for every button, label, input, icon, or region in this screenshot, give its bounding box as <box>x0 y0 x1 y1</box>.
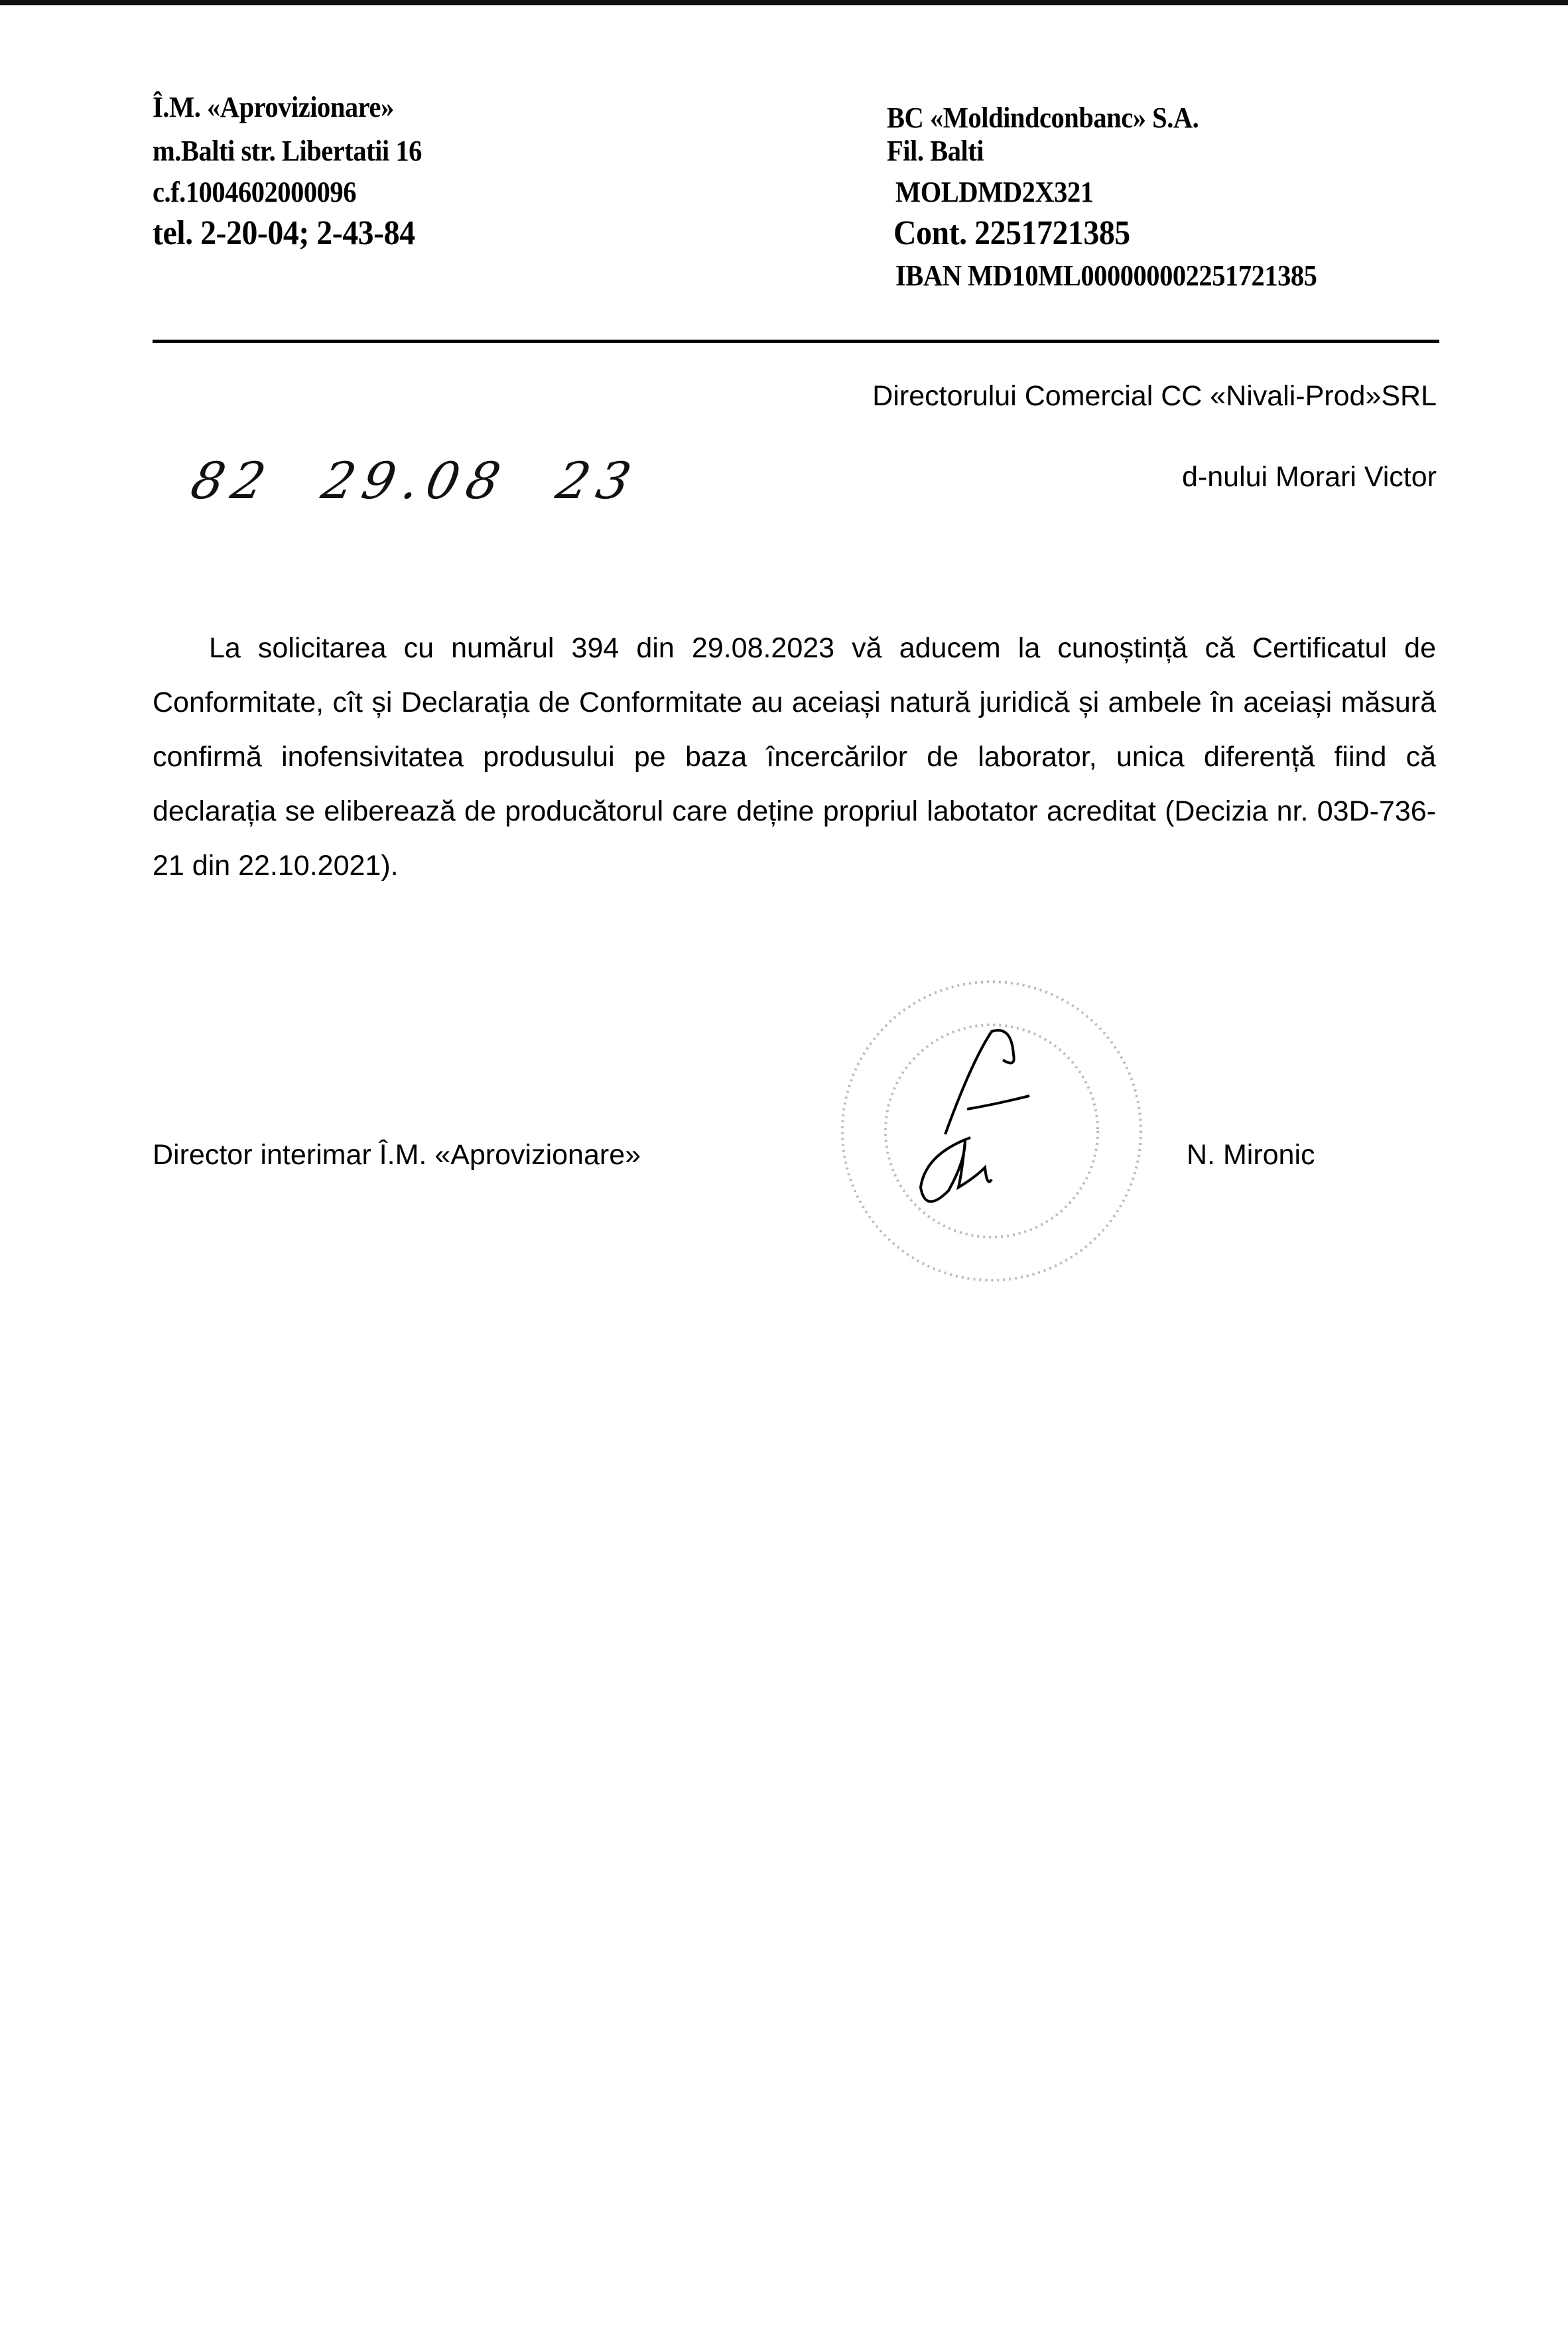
signature-stroke <box>967 1096 1029 1109</box>
bank-account: Cont. 2251721385 <box>893 214 1130 252</box>
stamp-and-signature <box>829 968 1154 1294</box>
stamp-outer-ring <box>842 982 1141 1280</box>
signatory-title: Director interimar Î.M. «Aprovizionare» <box>153 1139 641 1171</box>
recipient-line2: d-nului Morari Victor <box>1182 461 1437 493</box>
handwritten-registration: 82 29.08 23 <box>186 451 644 510</box>
recipient-line1: Directorului Comercial CC «Nivali-Prod»SRL <box>872 380 1437 412</box>
bank-name: BC «Moldindconbanc» S.A. <box>887 101 1199 134</box>
sender-address: m.Balti str. Libertatii 16 <box>153 135 422 167</box>
signature-stroke <box>945 1030 1014 1134</box>
header-divider <box>153 340 1439 343</box>
sender-phone: tel. 2-20-04; 2-43-84 <box>153 214 415 252</box>
bank-branch: Fil. Balti <box>887 135 984 167</box>
letter-body: La solicitarea cu numărul 394 din 29.08.2023 vă aducem la cunoștință că Certificatul de Conformitate, cît și Declarația de Conformitate au aceiași natură juridică și ambele în aceiași măsură confirmă inofensivitatea produsului pe baza încercărilor de laborator, unica diferență fiind că declarația se eliberează de producătorul care deține propriul labotator acreditat (Decizia nr. 03D-736-21 din 22.10.2021). <box>153 632 1436 882</box>
bank-swift: MOLDMD2X321 <box>895 176 1094 208</box>
sender-name: Î.M. «Aprovizionare» <box>153 91 394 123</box>
scan-top-border <box>0 0 1568 5</box>
signature-stroke <box>921 1138 992 1201</box>
signatory-name: N. Mironic <box>1187 1139 1315 1171</box>
bank-iban: IBAN MD10ML000000002251721385 <box>895 259 1317 292</box>
stamp-inner-ring <box>885 1025 1098 1237</box>
sender-fiscal-code: c.f.1004602000096 <box>153 176 356 208</box>
